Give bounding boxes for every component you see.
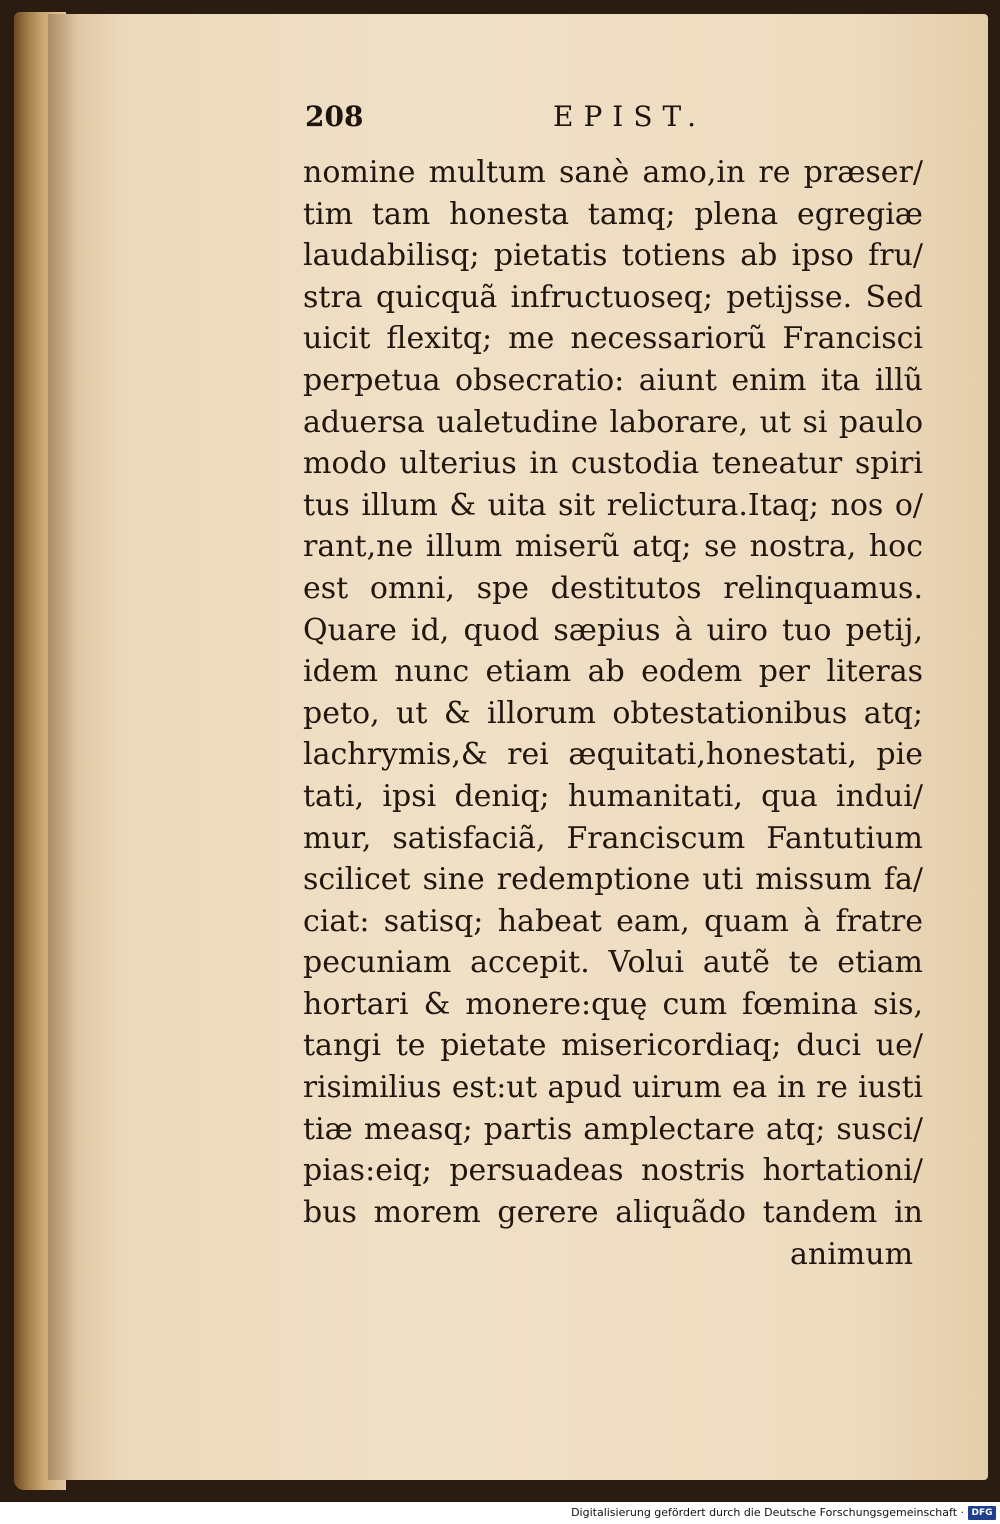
text-line: perpetua obsecratio: aiunt enim ita illũ [303,362,923,398]
text-line: pias:eiq; persuadeas nostris hortationi/ [303,1153,923,1189]
text-line: pecuniam accepit. Volui autẽ te etiam [303,945,923,981]
text-line: lachrymis,& rei æquitati,honestati, pie [303,737,923,773]
text-line: nomine multum sanè amo,in re præser/ [303,155,923,190]
text-line: tus illum & uita sit relictura.Itaq; nos o/ [303,487,923,523]
text-line: tim tam honesta tamq; plena egregiæ [303,196,923,232]
text-line: rant,ne illum miserũ atq; se nostra, hoc [303,529,923,565]
text-line: tiæ measq; partis amplectare atq; susci/ [303,1111,923,1147]
running-head: EPIST. [553,100,706,133]
dfg-logo: DFG [968,1506,996,1520]
text-line: aduersa ualetudine laborare, ut si paulo [303,404,923,440]
text-line: tati, ipsi deniq; humanitati, qua indui/ [303,778,923,814]
body-text [303,152,923,1233]
page-number: 208 [305,100,364,133]
text-line: Quare id, quod sæpius à uiro tuo petij, [303,612,923,648]
text-line: idem nunc etiam ab eodem per literas [303,654,923,690]
text-line: modo ulterius in custodia teneatur spiri [303,446,923,482]
text-line: risimilius est:ut apud uirum ea in re iusti [303,1070,923,1105]
text-line: tangi te pietate misericordiaq; duci ue/ [303,1028,923,1064]
gutter-shadow [48,14,78,1480]
text-line: uicit flexitq; me necessariorũ Francisci [303,321,923,357]
text-line: laudabilisq; pietatis totiens ab ipso fru/ [303,238,923,274]
funding-credit: Digitalisierung gefördert durch die Deutsche Forschungsgemeinschaft · [571,1506,964,1519]
page-header [300,100,1000,144]
text-line: ciat: satisq; habeat eam, quam à fratre [303,903,923,939]
catchword: animum [790,1237,914,1272]
text-line: peto, ut & illorum obtestationibus atq; [303,695,923,731]
text-line: est omni, spe destitutos relinquamus. [303,570,923,606]
text-line: stra quicquã infructuoseq; petijsse. Sed [303,279,923,315]
text-line: hortari & monere:quę cum fœmina sis, [303,986,923,1022]
text-line: bus morem gerere aliquãdo tandem in [303,1194,923,1230]
text-line: mur, satisfaciã, Franciscum Fantutium [303,820,923,856]
text-line: scilicet sine redemptione uti missum fa/ [303,862,923,898]
digitization-footer [0,1502,1000,1524]
